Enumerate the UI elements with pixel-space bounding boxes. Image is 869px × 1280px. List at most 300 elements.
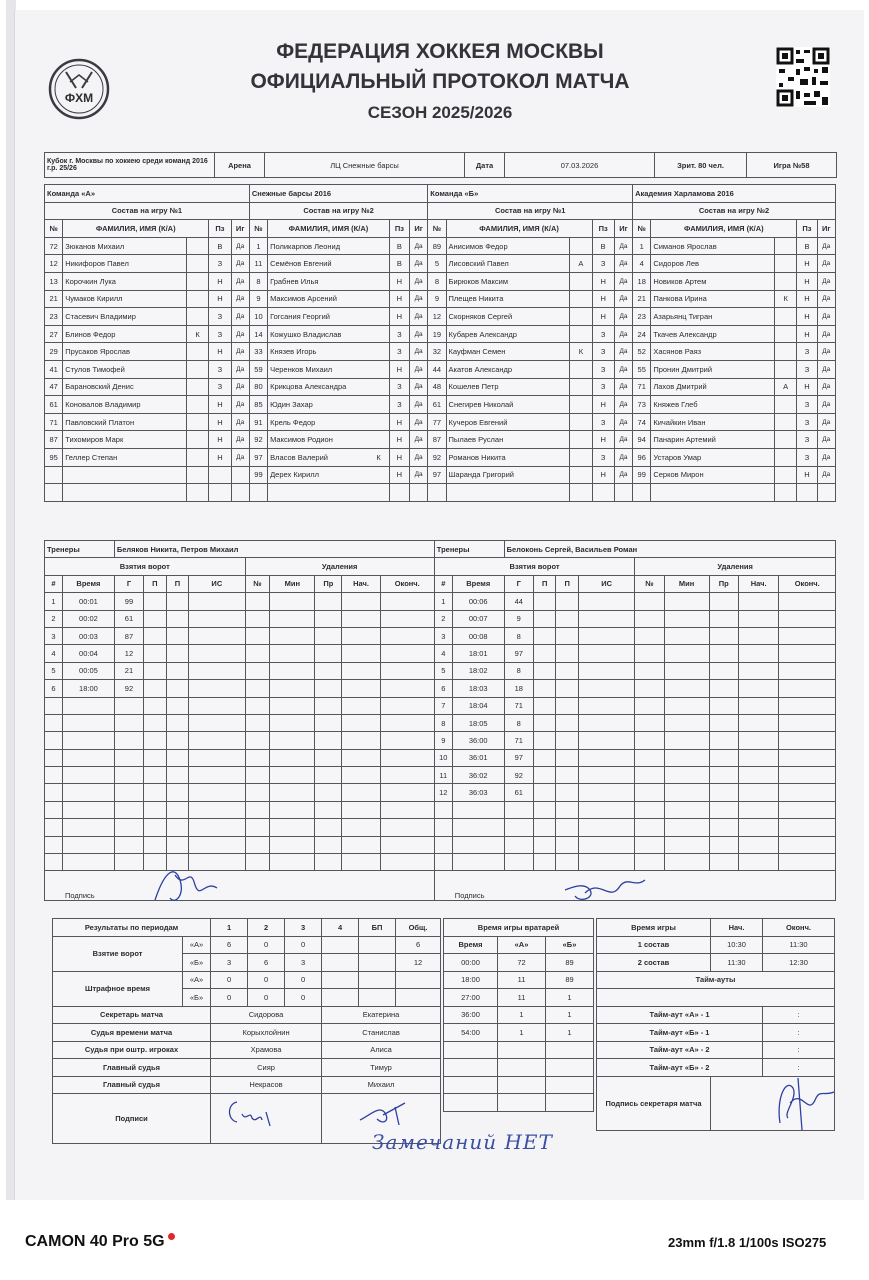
- player-number: 94: [633, 431, 651, 449]
- goal-time: 00:04: [63, 645, 115, 662]
- player-number: [45, 466, 63, 484]
- player-number: 97: [249, 448, 267, 466]
- player-name: [268, 466, 390, 484]
- timeout-row: [597, 1006, 835, 1024]
- player-role: [775, 484, 797, 502]
- goal-time: [452, 819, 504, 836]
- goal-assist: [533, 784, 556, 801]
- goal-time: [63, 767, 115, 784]
- table-row: [444, 1094, 594, 1112]
- player-name: Романов Никита: [446, 448, 570, 466]
- player-role: [775, 308, 797, 326]
- penalty-cell: [380, 854, 434, 871]
- penalty-cell: [664, 680, 709, 697]
- goal-situation: [578, 819, 634, 836]
- period-value: 0: [285, 989, 322, 1007]
- goalie-b-number: 1: [546, 989, 594, 1007]
- goalie-b-number: [546, 1041, 594, 1059]
- goal-scorer: 71: [504, 697, 533, 714]
- goal-assist: [533, 662, 556, 679]
- penalty-cell: [709, 610, 738, 627]
- goal-index: [45, 749, 63, 766]
- signature-a-icon: [145, 860, 225, 910]
- goal-situation: [189, 732, 245, 749]
- player-position: В: [389, 255, 409, 273]
- roster-column-headers: [45, 220, 836, 238]
- penalty-cell: [635, 836, 664, 853]
- goal-assist: [533, 697, 556, 714]
- penalty-cell: [315, 680, 342, 697]
- goal-assist: [144, 732, 167, 749]
- player-number: 52: [633, 343, 651, 361]
- player-number: [633, 484, 651, 502]
- player-number: [428, 484, 446, 502]
- goal-scorer: 12: [114, 645, 143, 662]
- goal-time: 00:02: [63, 610, 115, 627]
- player-played: [410, 484, 428, 502]
- goalie-b-number: [546, 1059, 594, 1077]
- player-played: Да: [817, 272, 835, 290]
- player-played: Да: [231, 431, 249, 449]
- goals-a-title: Взятия ворот: [45, 558, 246, 575]
- goal-scorer: [114, 732, 143, 749]
- period-value: [359, 936, 396, 954]
- player-name: Стулов Тимофей: [63, 360, 187, 378]
- team-a-name: Снежные барсы 2016: [249, 185, 427, 203]
- player-position: З: [592, 413, 614, 431]
- col-pos: Пз: [592, 220, 614, 238]
- player-position: Н: [209, 343, 231, 361]
- col-start: Нач.: [342, 575, 380, 592]
- player-position: З: [389, 396, 409, 414]
- table-row: [45, 784, 836, 801]
- col-start: Нач.: [711, 919, 763, 937]
- official-surname: Сидорова: [211, 1006, 322, 1024]
- player-role: [186, 290, 208, 308]
- goal-situation: [189, 627, 245, 644]
- penalty-cell: [635, 697, 664, 714]
- player-name-text: Князев Игорь: [270, 347, 317, 357]
- player-number: 21: [45, 290, 63, 308]
- penalty-cell: [270, 645, 315, 662]
- table-row: [45, 749, 836, 766]
- player-name: Хасянов Раяз: [651, 343, 775, 361]
- table-row: [45, 325, 836, 343]
- player-played: Да: [410, 308, 428, 326]
- goal-assist: [166, 627, 189, 644]
- goal-index: [45, 732, 63, 749]
- goal-time: 36:03: [452, 784, 504, 801]
- col-p: П: [556, 575, 579, 592]
- col-played: Иг: [614, 220, 632, 238]
- penalty-cell: [709, 854, 738, 871]
- goal-time: [63, 784, 115, 801]
- penalty-cell: [635, 784, 664, 801]
- penalty-cell: [270, 627, 315, 644]
- goal-time: 00:07: [452, 610, 504, 627]
- goalie-a-number: 72: [498, 954, 546, 972]
- penalty-cell: [380, 732, 434, 749]
- player-role: [570, 484, 592, 502]
- player-name-text: Черенков Михаил: [270, 364, 333, 374]
- player-position: [592, 484, 614, 502]
- player-played: [614, 484, 632, 502]
- player-position: З: [592, 378, 614, 396]
- player-name: Геллер Степан: [63, 448, 187, 466]
- player-name: [63, 484, 187, 502]
- player-position: Н: [389, 290, 409, 308]
- penalty-cell: [380, 801, 434, 818]
- goal-scorer: [504, 801, 533, 818]
- period-value: 6: [211, 936, 248, 954]
- penalty-cell: [245, 801, 270, 818]
- goal-time: 00:06: [452, 593, 504, 610]
- player-name: Прусаков Ярослав: [63, 343, 187, 361]
- period-value: 0: [248, 989, 285, 1007]
- period-value: 0: [211, 989, 248, 1007]
- goal-index: [45, 801, 63, 818]
- penalty-cell: [779, 697, 836, 714]
- player-name: Азарьянц Тигран: [651, 308, 775, 326]
- penalty-cell: [270, 680, 315, 697]
- player-role: К: [186, 325, 208, 343]
- penalties-a-title: Удаления: [245, 558, 434, 575]
- player-role: [570, 466, 592, 484]
- goal-index: 6: [45, 680, 63, 697]
- goal-time: 00:01: [63, 593, 115, 610]
- penalty-cell: [635, 714, 664, 731]
- penalty-cell: [342, 732, 380, 749]
- player-name: [268, 343, 390, 361]
- player-played: Да: [817, 237, 835, 255]
- player-name: Ткачев Александр: [651, 325, 775, 343]
- player-name-text: Кожушко Владислав: [270, 329, 342, 339]
- goalie-a-number: [498, 1059, 546, 1077]
- player-role: [775, 396, 797, 414]
- goal-scorer: [114, 767, 143, 784]
- player-number: 77: [428, 413, 446, 431]
- goalie-a-number: 1: [498, 1006, 546, 1024]
- player-name-text: Дерех Кирилл: [270, 470, 320, 480]
- player-played: Да: [231, 290, 249, 308]
- table-row: [45, 308, 836, 326]
- col-start: Нач.: [738, 575, 779, 592]
- player-played: Да: [231, 325, 249, 343]
- goal-assist: [166, 593, 189, 610]
- penalty-cell: [342, 819, 380, 836]
- player-number: 71: [45, 413, 63, 431]
- penalty-cell: [245, 593, 270, 610]
- col-pos: Пз: [209, 220, 231, 238]
- penalty-cell: [738, 697, 779, 714]
- goal-situation: [189, 836, 245, 853]
- team-b-name: Академия Харламова 2016: [633, 185, 836, 203]
- col-end: Оконч.: [763, 919, 835, 937]
- player-name: [268, 448, 390, 466]
- player-role: [186, 413, 208, 431]
- goalie-a-number: [498, 1041, 546, 1059]
- penalty-cell: [664, 645, 709, 662]
- player-played: Да: [817, 343, 835, 361]
- goal-index: 11: [434, 767, 452, 784]
- goal-assist: [144, 610, 167, 627]
- player-name: Стасевич Владимир: [63, 308, 187, 326]
- timeout-label: Тайм-аут «А» - 2: [597, 1041, 763, 1059]
- table-row: [45, 255, 836, 273]
- player-played: Да: [410, 343, 428, 361]
- goal-time: 36:02: [452, 767, 504, 784]
- penalty-cell: [779, 732, 836, 749]
- goal-assist: [556, 801, 579, 818]
- player-number: 11: [249, 255, 267, 273]
- penalty-cell: [709, 784, 738, 801]
- goal-assist: [166, 645, 189, 662]
- table-row: [444, 989, 594, 1007]
- player-name: Серков Мирон: [651, 466, 775, 484]
- table-row: [45, 697, 836, 714]
- penalty-cell: [664, 714, 709, 731]
- player-played: Да: [614, 466, 632, 484]
- table-row: [45, 767, 836, 784]
- penalty-cell: [779, 767, 836, 784]
- lineup-end: 11:30: [763, 936, 835, 954]
- penalty-cell: [635, 767, 664, 784]
- goal-index: 12: [434, 784, 452, 801]
- penalty-cell: [709, 836, 738, 853]
- goal-assist: [166, 819, 189, 836]
- goal-index: [45, 697, 63, 714]
- penalty-cell: [315, 714, 342, 731]
- penalty-cell: [270, 610, 315, 627]
- penalty-cell: [315, 819, 342, 836]
- penalty-cell: [738, 749, 779, 766]
- penalty-cell: [342, 627, 380, 644]
- goal-situation: [189, 610, 245, 627]
- team-b-tag: «Б»: [183, 989, 211, 1007]
- goal-assist: [144, 627, 167, 644]
- lineup-end: 12:30: [763, 954, 835, 972]
- player-number: 10: [249, 308, 267, 326]
- goalie-b-number: 1: [546, 1024, 594, 1042]
- player-position: Н: [797, 290, 817, 308]
- player-position: В: [592, 237, 614, 255]
- penalty-cell: [664, 593, 709, 610]
- signature-referee1-icon: [222, 1092, 282, 1132]
- col-num: №: [245, 575, 270, 592]
- period-value: 0: [285, 936, 322, 954]
- player-name: Симанов Ярослав: [651, 237, 775, 255]
- player-name: Устаров Умар: [651, 448, 775, 466]
- signature-a-label: Подпись: [45, 871, 435, 901]
- player-number: 72: [45, 237, 63, 255]
- col-played: Иг: [231, 220, 249, 238]
- goal-assist: [533, 593, 556, 610]
- lineup-b2-title: Состав на игру №2: [633, 202, 836, 220]
- timeout-row: [597, 1024, 835, 1042]
- goal-situation: [578, 680, 634, 697]
- table-row: [444, 954, 594, 972]
- player-played: Да: [817, 431, 835, 449]
- goal-time: 18:01: [452, 645, 504, 662]
- player-played: Да: [817, 308, 835, 326]
- player-number: 18: [633, 272, 651, 290]
- player-name: Бирюков Максим: [446, 272, 570, 290]
- player-position: Н: [389, 360, 409, 378]
- player-played: Да: [410, 272, 428, 290]
- camera-brand: [25, 1233, 175, 1251]
- goals-b-title: Взятия ворот: [434, 558, 635, 575]
- player-played: Да: [817, 413, 835, 431]
- col-hash: #: [434, 575, 452, 592]
- penalty-cell: [380, 645, 434, 662]
- table-row: [45, 431, 836, 449]
- player-number: 14: [249, 325, 267, 343]
- penalty-cell: [664, 784, 709, 801]
- penalty-cell: [635, 749, 664, 766]
- goal-assist: [556, 732, 579, 749]
- goal-assist: [533, 680, 556, 697]
- roster-table: [44, 184, 836, 502]
- goal-scorer: 97: [504, 645, 533, 662]
- player-number: 8: [428, 272, 446, 290]
- goal-index: [45, 854, 63, 871]
- col-time: Время: [452, 575, 504, 592]
- player-played: Да: [614, 308, 632, 326]
- player-position: [389, 484, 409, 502]
- penalty-cell: [380, 714, 434, 731]
- goal-time: 00:05: [63, 662, 115, 679]
- penalty-cell: [779, 593, 836, 610]
- player-role: [186, 255, 208, 273]
- goal-assist: [144, 784, 167, 801]
- goal-situation: [578, 627, 634, 644]
- period-total: 12: [396, 954, 441, 972]
- goal-scorer: 44: [504, 593, 533, 610]
- goal-assist: [166, 801, 189, 818]
- penalty-cell: [315, 593, 342, 610]
- table-row: [444, 971, 594, 989]
- goal-index: 10: [434, 749, 452, 766]
- table-row: [45, 466, 836, 484]
- goal-assist: [166, 732, 189, 749]
- player-played: Да: [410, 431, 428, 449]
- spectators-value: Зрит. 80 чел.: [655, 153, 747, 178]
- lineup-start: 10:30: [711, 936, 763, 954]
- penalty-cell: [779, 645, 836, 662]
- goal-assist: [533, 836, 556, 853]
- col-name: ФАМИЛИЯ, ИМЯ (К/А): [63, 220, 209, 238]
- penalty-cell: [245, 627, 270, 644]
- penalty-cell: [315, 610, 342, 627]
- goal-scorer: [114, 714, 143, 731]
- goal-time: [63, 819, 115, 836]
- penalty-cell: [315, 767, 342, 784]
- goal-situation: [189, 680, 245, 697]
- player-number: 1: [633, 237, 651, 255]
- player-name: Корочкин Лука: [63, 272, 187, 290]
- goal-index: [45, 784, 63, 801]
- coaches-b-value: Белоконь Сергей, Васильев Роман: [504, 541, 835, 558]
- penalty-cell: [270, 836, 315, 853]
- goal-scorer: [504, 836, 533, 853]
- goal-situation: [189, 801, 245, 818]
- col-name: ФАМИЛИЯ, ИМЯ (К/А): [268, 220, 390, 238]
- goalie-change-time: 36:00: [444, 1006, 498, 1024]
- player-position: [797, 484, 817, 502]
- penalty-cell: [270, 732, 315, 749]
- timeout-value: :: [763, 1024, 835, 1042]
- penalty-cell: [245, 697, 270, 714]
- player-number: 92: [428, 448, 446, 466]
- table-row: [444, 1059, 594, 1077]
- player-position: З: [389, 378, 409, 396]
- player-name: [268, 272, 390, 290]
- table-row: [597, 954, 835, 972]
- player-played: Да: [231, 255, 249, 273]
- goal-scorer: 61: [504, 784, 533, 801]
- col-p: П: [144, 575, 167, 592]
- col-time: Время: [63, 575, 115, 592]
- player-played: Да: [231, 343, 249, 361]
- signature-b-icon: [560, 868, 650, 913]
- table-row: [45, 237, 836, 255]
- player-position: З: [797, 360, 817, 378]
- official-row: [53, 1006, 441, 1024]
- goal-situation: [578, 645, 634, 662]
- player-played: Да: [410, 396, 428, 414]
- player-name: Панкова Ирина: [651, 290, 775, 308]
- goal-scorer: [114, 854, 143, 871]
- goalie-change-time: [444, 1094, 498, 1112]
- lineup-label: 2 состав: [597, 954, 711, 972]
- player-number: 27: [45, 325, 63, 343]
- goal-time: 00:08: [452, 627, 504, 644]
- player-name: Сидоров Лев: [651, 255, 775, 273]
- player-role: [775, 255, 797, 273]
- player-name: [651, 484, 775, 502]
- penalty-cell: [245, 680, 270, 697]
- goal-time: 36:00: [452, 732, 504, 749]
- goal-time: 18:02: [452, 662, 504, 679]
- player-number: 91: [249, 413, 267, 431]
- goal-assist: [556, 749, 579, 766]
- penalty-cell: [664, 767, 709, 784]
- penalty-cell: [738, 714, 779, 731]
- player-number: 61: [428, 396, 446, 414]
- player-played: Да: [817, 396, 835, 414]
- timeout-label: Тайм-аут «А» - 1: [597, 1006, 763, 1024]
- col-hash: #: [45, 575, 63, 592]
- penalty-cell: [635, 610, 664, 627]
- penalty-cell: [779, 610, 836, 627]
- penalty-cell: [779, 854, 836, 871]
- player-role: [570, 290, 592, 308]
- player-name: [268, 431, 390, 449]
- penalty-cell: [315, 854, 342, 871]
- period-col: БП: [359, 919, 396, 937]
- goal-index: 4: [434, 645, 452, 662]
- player-name: Барановский Денис: [63, 378, 187, 396]
- penalty-cell: [635, 627, 664, 644]
- official-firstname: Екатерина: [322, 1006, 441, 1024]
- player-name: Анисимов Федор: [446, 237, 570, 255]
- player-role: А: [570, 255, 592, 273]
- lineup-start: 11:30: [711, 954, 763, 972]
- goal-assist: [533, 749, 556, 766]
- col-name: ФАМИЛИЯ, ИМЯ (К/А): [651, 220, 797, 238]
- penalty-cell: [779, 801, 836, 818]
- col-time: Время: [444, 936, 498, 954]
